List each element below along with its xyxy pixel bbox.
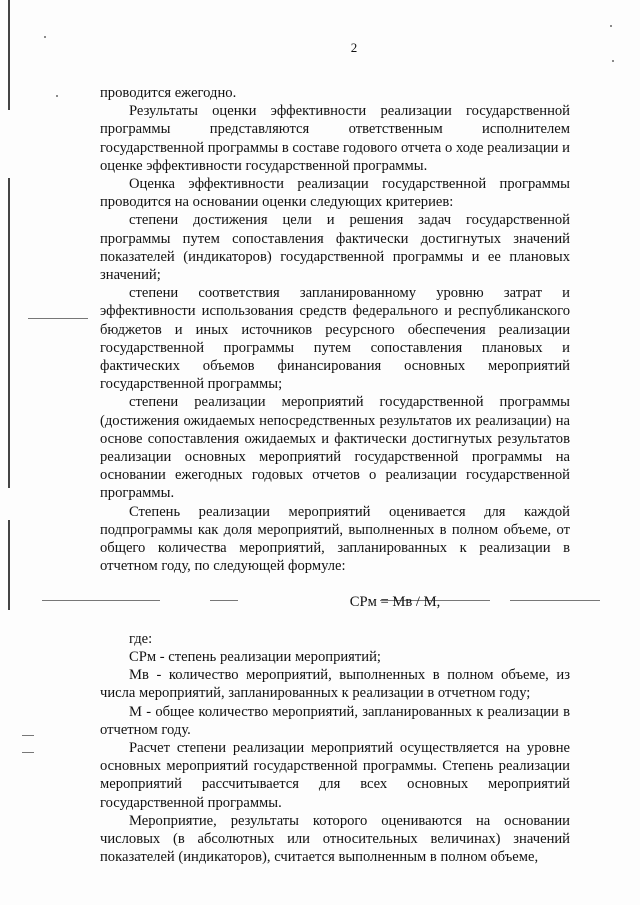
scan-speck [44,36,46,38]
paragraph: степени достижения цели и решения задач государственной программы путем сопоставления фактически достигнутых значений показателей (индикаторов) государственной программы и ее плановых значений; [100,212,570,284]
page-number: 2 [350,40,358,55]
paragraph: Мероприятие, результаты которого оцениваются на основании числовых (в абсолютных или относительных величинах) значений показателей (индикаторов), считается выполненным в полном объеме, [100,812,570,866]
paragraph: где: [129,630,153,647]
scan-speck [56,95,58,97]
binding-mark [8,520,10,610]
paragraph: проводится ежегодно. [100,85,237,101]
scan-speck [610,25,612,27]
paragraph: степени реализации мероприятий государственной программы (достижения ожидаемых непосредственных результатов их реализации) на основе сопоставления ожидаемых и фактически достигнутых результатов реализации основных мероприятий государственной программы на основании ежегодных годовых отчетов о реализации государственной программы. [100,394,570,502]
formula: СРм = Мв / М, [349,594,441,611]
paragraph: Расчет степени реализации мероприятий осуществляется на уровне основных мероприятий государственной программы. Степень реализации мероприятий рассчитывается для всех основных мероприятий государственной программы. [100,739,570,811]
binding-mark [8,0,10,110]
paragraph: М - общее количество мероприятий, запланированных к реализации в отчетном году. [100,703,570,738]
scan-line [22,752,34,753]
binding-mark [8,178,10,488]
scan-line [22,735,34,736]
paragraph: Результаты оценки эффективности реализации государственной программы представляются ответственным исполнителем государственной программы в составе годового отчета о ходе реализации и оценке эффективности государственной программы. [100,103,570,174]
scan-speck [612,60,614,62]
paragraph: Степень реализации мероприятий оценивается для каждой подпрограммы как доля мероприятий, выполненных в полном объеме, от общего количества мероприятий, запланированных к реализации в отчетном году, по следующей формуле: [100,503,570,575]
paragraph: Мв - количество мероприятий, выполненных в полном объеме, из числа мероприятий, запланированных к реализации в отчетном году; [100,667,570,702]
paragraph: степени соответствия запланированному уровню затрат и эффективности использования средств федерального и республиканского бюджетов и иных источников ресурсного обеспечения реализации государственной программы путем сопоставления плановых и фактических объемов финансирования основных мероприятий государственной программы; [100,285,570,393]
paragraph: СРм - степень реализации мероприятий; [129,648,381,665]
paragraph: Оценка эффективности реализации государственной программы проводится на основании оценки следующих критериев: [100,176,570,211]
document-body [100,84,570,866]
scan-line [28,318,88,319]
